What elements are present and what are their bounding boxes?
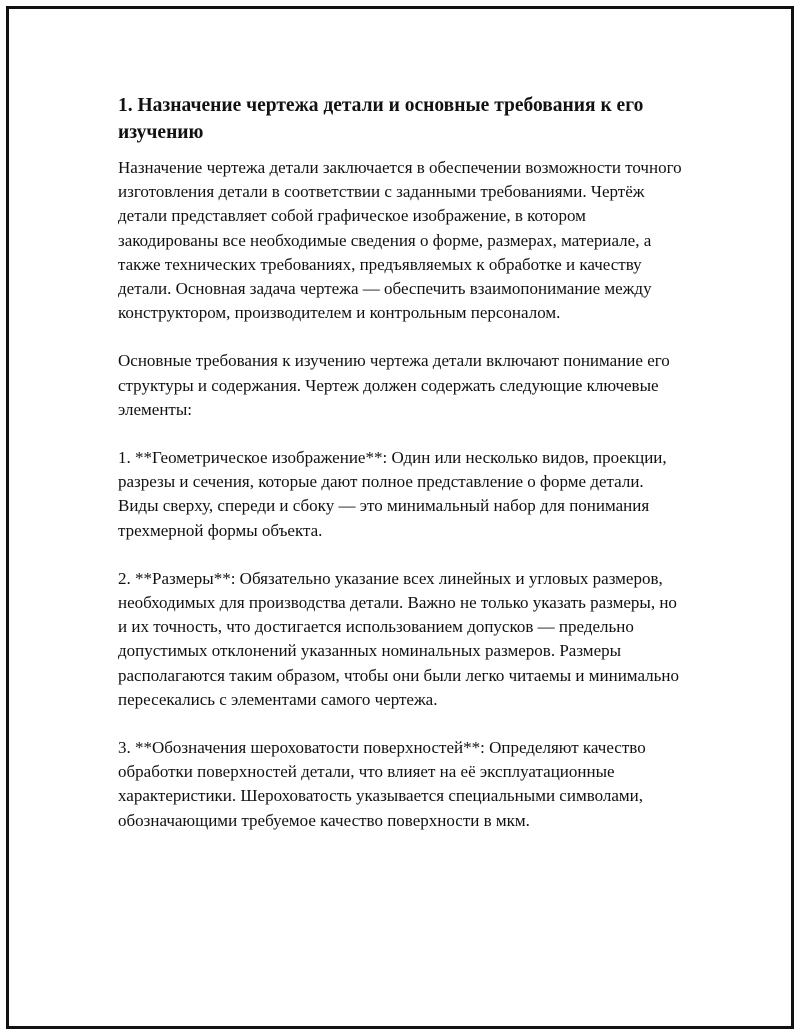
paragraph-purpose: Назначение чертежа детали заключается в обеспечении возможности точного изготовления детали в соответствии с заданными требованиями. Чертёж детали представляет собой графическое изображение, в котором закодированы все необходимые сведения о форме, размерах, материале, а также технических требованиях, предъявляемых к обработке и качеству детали. Основная задача чертежа — обеспечить взаимопонимание между конструктором, производителем и контрольным персоналом. [118,158,682,323]
list-item-dimensions: 2. **Размеры**: Обязательно указание всех линейных и угловых размеров, необходимых для производства детали. Важно не только указать размеры, но и их точность, что достигается использованием допусков — предельно допустимых отклонений указанных номинальных размеров. Размеры располагаются таким образом, чтобы они были легко читаемы и минимально пересекались с элементами самого чертежа. [118,568,679,709]
document-body [118,92,683,857]
list-item-surface-roughness: 3. **Обозначения шероховатости поверхностей**: Определяют качество обработки поверхностей детали, что влияет на её эксплуатационные характеристики. Шероховатость указывается специальными символами, обозначающими требуемое качество поверхности в мкм. [118,738,646,830]
paragraph-requirements-intro: Основные требования к изучению чертежа детали включают понимание его структуры и содержания. Чертеж должен содержать следующие ключевые элементы: [118,351,670,419]
section-heading: 1. Назначение чертежа детали и основные требования к его изучению [118,95,644,143]
list-item-geometric-image: 1. **Геометрическое изображение**: Один или несколько видов, проекции, разрезы и сечения, которые дают полное представление о форме детали. Виды сверху, спереди и сбоку — это минимальный набор для понимания трехмерной формы объекта. [118,448,667,540]
